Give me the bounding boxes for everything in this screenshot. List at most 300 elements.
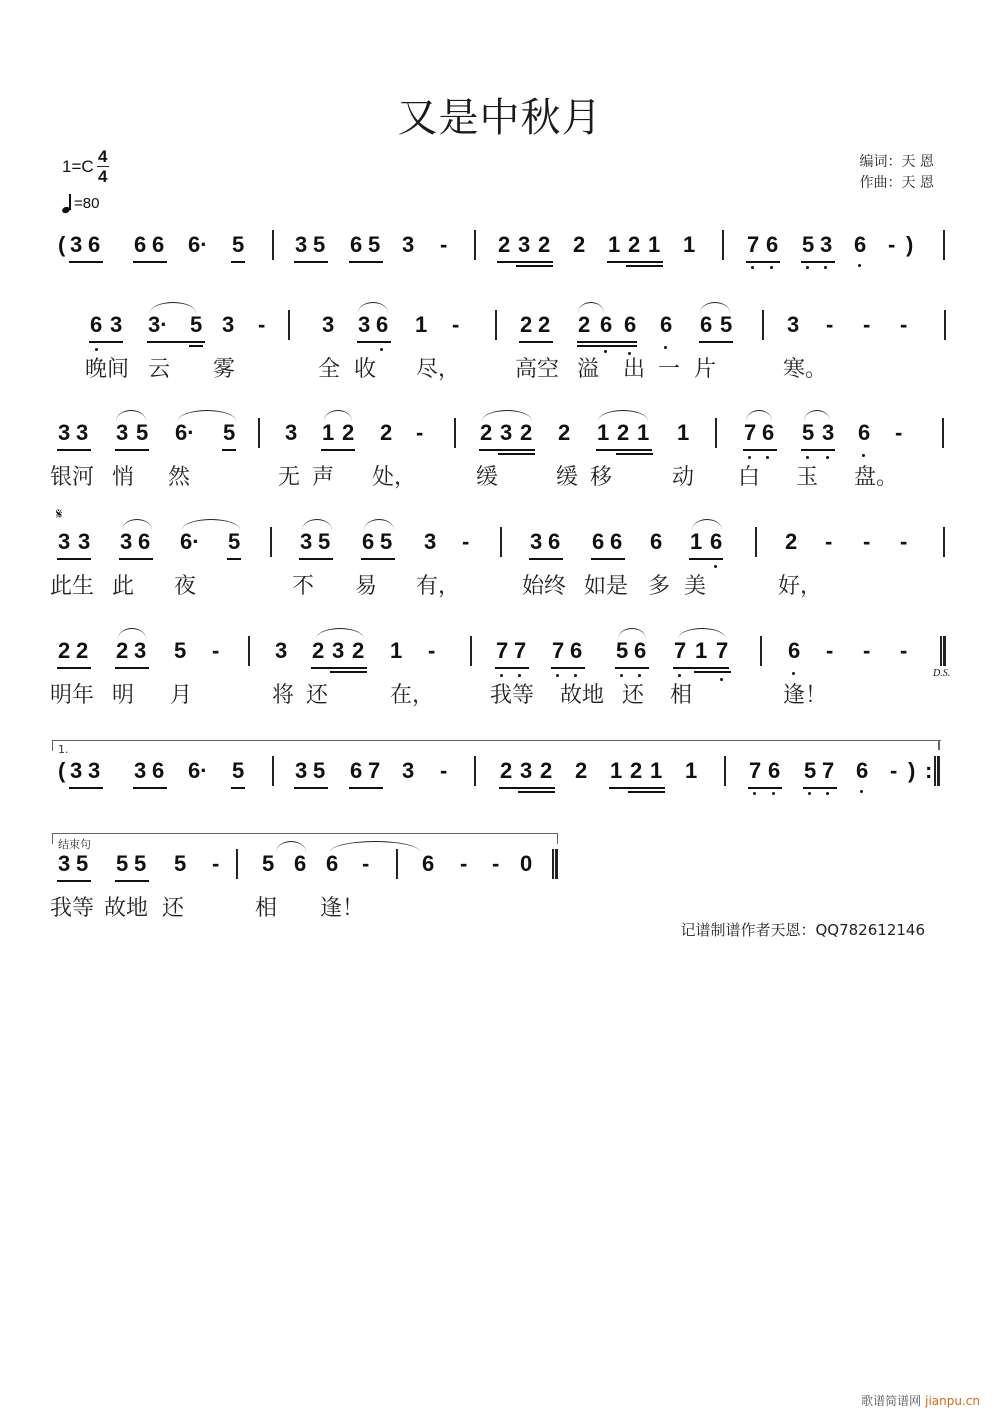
note: 7 <box>368 758 381 783</box>
beam-underline <box>609 787 665 789</box>
low-octave-dot <box>772 792 775 795</box>
volta-bracket-coda <box>52 833 558 844</box>
bar-line <box>942 418 944 448</box>
note: 5 <box>720 312 733 337</box>
lyric-syllable: 月 <box>170 683 193 708</box>
watermark: 歌谱简谱网 jianpu.cn <box>861 1394 980 1408</box>
note: - <box>900 312 908 337</box>
bar-line <box>474 230 476 260</box>
lyric-syllable: 故地 <box>560 683 605 708</box>
low-octave-dot <box>806 266 809 269</box>
beam-underline <box>115 449 149 451</box>
lyric-syllable: 我等 <box>50 896 95 921</box>
note: 3 <box>116 420 129 445</box>
bar-line <box>272 756 274 786</box>
bar-line <box>272 230 274 260</box>
note: 6 <box>610 529 623 554</box>
note: 1 <box>608 232 621 257</box>
note: - <box>440 232 448 257</box>
note: 3 <box>402 758 415 783</box>
bar-line <box>943 527 945 557</box>
beam-underline <box>321 449 355 451</box>
note: 2 <box>116 638 129 663</box>
note: 3 <box>88 758 101 783</box>
note: - <box>362 851 370 876</box>
lyric-syllable: 我等 <box>490 683 535 708</box>
lyric-syllable: 动 <box>672 465 695 490</box>
note: - <box>440 758 448 783</box>
lyric-syllable: 有， <box>416 574 461 599</box>
slur-arc <box>122 519 152 530</box>
beam-underline <box>89 341 123 343</box>
note: 2 <box>540 758 553 783</box>
note: 1 <box>695 638 708 663</box>
slur-arc <box>364 519 394 530</box>
lyric-syllable: 还 <box>306 683 329 708</box>
lyric-syllable: 尽， <box>416 357 461 382</box>
beam-underline <box>615 667 649 669</box>
note: - <box>460 851 468 876</box>
score-system-intro <box>50 230 950 270</box>
beam-underline <box>147 341 205 343</box>
low-octave-dot <box>638 674 641 677</box>
low-octave-dot <box>95 348 98 351</box>
lyric-syllable: 片 <box>694 357 717 382</box>
slur-arc <box>150 302 196 313</box>
lyric-syllable: 出 <box>623 357 646 382</box>
note: 6 <box>592 529 605 554</box>
beam-underline <box>518 791 555 793</box>
note: 1 <box>597 420 610 445</box>
note: 3 <box>134 638 147 663</box>
low-octave-dot <box>664 346 667 349</box>
note: 2 <box>480 420 493 445</box>
note: 5 <box>134 851 147 876</box>
note: 2 <box>498 232 511 257</box>
low-octave-dot <box>500 674 503 677</box>
slur-arc <box>598 410 648 421</box>
lyric-syllable: 银河 <box>50 465 95 490</box>
note: 2 <box>575 758 588 783</box>
note: 2 <box>617 420 630 445</box>
note: 2 <box>573 232 586 257</box>
low-octave-dot <box>720 678 723 681</box>
bar-line <box>715 418 717 448</box>
note: 1 <box>683 232 696 257</box>
note: 1 <box>415 312 428 337</box>
note: 0 <box>520 851 533 876</box>
beam-underline <box>607 261 663 263</box>
note: 3 <box>70 232 83 257</box>
note: 3 <box>300 529 313 554</box>
slur-arc <box>182 519 240 530</box>
note: 3 <box>285 420 298 445</box>
lyric-syllable: 此 <box>112 574 135 599</box>
dal-segno-mark: D.S. <box>933 668 951 679</box>
low-octave-dot <box>748 456 751 459</box>
note: 3 <box>78 529 91 554</box>
note: 7 <box>744 420 757 445</box>
note: - <box>212 638 220 663</box>
beam-underline <box>222 449 236 451</box>
beam-underline <box>495 667 529 669</box>
lyric-syllable: 始终 <box>522 574 567 599</box>
note: - <box>212 851 220 876</box>
lyric-syllable: 相 <box>255 896 278 921</box>
note: 2 <box>312 638 325 663</box>
bar-line <box>500 527 502 557</box>
beam-underline <box>689 558 723 560</box>
bar-line <box>722 230 724 260</box>
lyric-syllable: 玉 <box>796 465 819 490</box>
note: 6 <box>624 312 637 337</box>
low-octave-dot <box>862 454 865 457</box>
note: 3 <box>402 232 415 257</box>
bar-line <box>288 310 290 340</box>
bar-line <box>248 636 250 666</box>
note: ) <box>906 232 914 257</box>
low-octave-dot <box>574 674 577 677</box>
beam-underline <box>57 449 91 451</box>
note: 6 <box>634 638 647 663</box>
note: 5 <box>804 758 817 783</box>
note: 6 <box>766 232 779 257</box>
note: 3 <box>275 638 288 663</box>
note: ( <box>58 232 66 257</box>
slur-arc <box>578 302 604 313</box>
note: 1 <box>648 232 661 257</box>
beam-underline <box>673 667 729 669</box>
note: 3 <box>58 529 71 554</box>
note: - <box>428 638 436 663</box>
lyric-syllable: 如是 <box>584 574 629 599</box>
bar-line <box>396 849 398 879</box>
note: 6 <box>856 758 869 783</box>
note: 2 <box>380 420 393 445</box>
note: 6 <box>362 529 375 554</box>
note: 6 <box>152 232 165 257</box>
note: 6· <box>188 758 208 783</box>
low-octave-dot <box>792 672 795 675</box>
note: 5 <box>262 851 275 876</box>
transcriber-credit: 记谱制谱作者天恩：QQ782612146 <box>680 921 925 939</box>
note: 3 <box>787 312 800 337</box>
lyric-syllable: 一 <box>658 357 681 382</box>
score-system-coda <box>50 849 950 889</box>
beam-underline <box>616 453 653 455</box>
note: 5 <box>368 232 381 257</box>
tempo-value: =80 <box>74 194 100 212</box>
beam-underline <box>801 449 835 451</box>
low-octave-dot <box>753 792 756 795</box>
lyric-syllable: 美 <box>684 574 707 599</box>
lyric-syllable: 故地 <box>104 896 149 921</box>
note: 2 <box>630 758 643 783</box>
bar-line <box>755 527 757 557</box>
note: - <box>452 312 460 337</box>
lyric-syllable: 此生 <box>50 574 95 599</box>
slur-arc <box>804 410 830 421</box>
score-system-verse-2 <box>50 418 950 458</box>
credits <box>860 152 934 194</box>
final-bar-line <box>934 756 940 786</box>
note: 5 <box>174 851 187 876</box>
note: 6 <box>710 529 723 554</box>
note: 6 <box>700 312 713 337</box>
beam-underline <box>57 667 91 669</box>
note: 5 <box>313 232 326 257</box>
lyric-syllable: 还 <box>622 683 645 708</box>
note: 7 <box>514 638 527 663</box>
slur-arc <box>700 302 730 313</box>
note: 2 <box>558 420 571 445</box>
slur-arc <box>178 410 236 421</box>
note: 3 <box>70 758 83 783</box>
note: 3 <box>110 312 123 337</box>
note: 2 <box>342 420 355 445</box>
note: 6 <box>768 758 781 783</box>
beam-underline <box>231 787 245 789</box>
note: 7 <box>749 758 762 783</box>
low-octave-dot <box>380 348 383 351</box>
note: 2 <box>500 758 513 783</box>
lyric-syllable: 将 <box>272 683 295 708</box>
note: 3 <box>822 420 835 445</box>
beam-underline <box>479 449 535 451</box>
note: 3 <box>58 420 71 445</box>
low-octave-dot <box>824 266 827 269</box>
lyric-syllable: 易 <box>355 574 378 599</box>
beam-underline <box>699 341 733 343</box>
note: 7 <box>552 638 565 663</box>
lyric-syllable: 全 <box>318 357 341 382</box>
tempo-marking <box>62 193 99 213</box>
lyric-syllable: 不 <box>292 574 315 599</box>
note: 3 <box>358 312 371 337</box>
beam-underline <box>299 558 333 560</box>
score-system-chorus-1 <box>50 527 950 567</box>
note: 6 <box>152 758 165 783</box>
lyric-syllable: 声 <box>312 465 335 490</box>
note: 2 <box>578 312 591 337</box>
note: 3 <box>120 529 133 554</box>
note: - <box>863 529 871 554</box>
note: 3· <box>148 312 168 337</box>
note: 6 <box>326 851 339 876</box>
note: 1 <box>677 420 690 445</box>
lyric-syllable: 处， <box>372 465 417 490</box>
lyric-syllable: 寒。 <box>783 357 828 382</box>
note: - <box>416 420 424 445</box>
note: 3 <box>424 529 437 554</box>
note: 6 <box>650 529 663 554</box>
note: 6 <box>600 312 613 337</box>
lyric-syllable: 还 <box>162 896 185 921</box>
lyric-syllable: 然 <box>168 465 191 490</box>
note: 1 <box>322 420 335 445</box>
beam-underline <box>694 671 731 673</box>
beam-underline <box>227 558 241 560</box>
note: - <box>895 420 903 445</box>
beam-underline <box>294 261 328 263</box>
low-octave-dot <box>826 792 829 795</box>
note: 3 <box>530 529 543 554</box>
note: 5 <box>116 851 129 876</box>
low-octave-dot <box>858 264 861 267</box>
beam-underline <box>330 671 367 673</box>
slur-arc <box>692 519 722 530</box>
low-octave-dot <box>620 674 623 677</box>
low-octave-dot <box>678 674 681 677</box>
note: 3 <box>518 232 531 257</box>
note: 2 <box>538 312 551 337</box>
note: 7 <box>496 638 509 663</box>
slur-arc <box>116 410 146 421</box>
note: ) <box>908 758 916 783</box>
note: 6 <box>570 638 583 663</box>
note: 6 <box>350 758 363 783</box>
note: 7 <box>822 758 835 783</box>
bar-line <box>270 527 272 557</box>
note: 3 <box>134 758 147 783</box>
slur-arc <box>618 628 646 639</box>
lyric-syllable: 移 <box>590 465 613 490</box>
note: 3 <box>322 312 335 337</box>
note: 6 <box>138 529 151 554</box>
lyric-syllable: 无 <box>278 465 301 490</box>
note: 5 <box>380 529 393 554</box>
note: 6 <box>422 851 435 876</box>
note: 6 <box>788 638 801 663</box>
slur-arc <box>118 628 146 639</box>
bar-line <box>470 636 472 666</box>
note: 3 <box>520 758 533 783</box>
lyric-syllable: 悄 <box>112 465 135 490</box>
slur-arc <box>302 519 332 530</box>
low-octave-dot <box>826 456 829 459</box>
note: 6 <box>134 232 147 257</box>
note: 2 <box>628 232 641 257</box>
note: - <box>826 638 834 663</box>
beam-underline <box>497 261 553 263</box>
beam-underline <box>115 667 149 669</box>
volta-bracket-first-ending <box>52 740 941 751</box>
low-octave-dot <box>604 350 607 353</box>
beam-underline <box>133 787 167 789</box>
note: 6 <box>90 312 103 337</box>
note: 2 <box>785 529 798 554</box>
volta-label-1: 1. <box>58 743 69 756</box>
note: 6 <box>660 312 673 337</box>
note: 5 <box>228 529 241 554</box>
beam-underline <box>551 667 585 669</box>
note: 2 <box>76 638 89 663</box>
low-octave-dot <box>770 266 773 269</box>
bar-line <box>760 636 762 666</box>
note: 5 <box>174 638 187 663</box>
note: 5 <box>318 529 331 554</box>
score-system-verse-1 <box>50 310 950 350</box>
note: 6 <box>548 529 561 554</box>
note: 7 <box>716 638 729 663</box>
note: : <box>925 758 933 783</box>
beam-underline <box>746 261 780 263</box>
beam-underline <box>69 787 103 789</box>
lyric-syllable: 明年 <box>50 683 95 708</box>
note: 6· <box>188 232 208 257</box>
note: 7 <box>747 232 760 257</box>
lyric-syllable: 云 <box>148 357 171 382</box>
note: 1 <box>685 758 698 783</box>
note: 6 <box>858 420 871 445</box>
lyric-syllable: 缓 <box>476 465 499 490</box>
note: 5 <box>232 232 245 257</box>
note: 7 <box>674 638 687 663</box>
note: 6· <box>175 420 195 445</box>
note: - <box>826 312 834 337</box>
note: 6 <box>294 851 307 876</box>
low-octave-dot <box>556 674 559 677</box>
lyric-syllable: 雾 <box>213 357 236 382</box>
beam-underline <box>133 261 167 263</box>
note: ( <box>58 758 66 783</box>
time-signature: 4 4 <box>97 147 108 186</box>
beam-underline <box>596 449 652 451</box>
note: 1 <box>637 420 650 445</box>
beam-underline <box>311 667 367 669</box>
beam-underline <box>626 265 663 267</box>
low-octave-dot <box>860 790 863 793</box>
note: 6 <box>854 232 867 257</box>
lyric-syllable: 高空 <box>515 357 560 382</box>
note: 1 <box>390 638 403 663</box>
lyric-syllable: 在， <box>390 683 435 708</box>
key-label: 1=C <box>62 156 94 176</box>
beam-underline <box>628 791 665 793</box>
note: 5 <box>190 312 203 337</box>
note: 3 <box>295 232 308 257</box>
quarter-note-icon <box>62 193 72 213</box>
lyric-syllable: 夜 <box>174 574 197 599</box>
lyric-syllable: 多 <box>648 574 671 599</box>
beam-underline <box>801 261 835 263</box>
segno-sign: 𝄋 <box>56 505 63 523</box>
bar-line <box>943 230 945 260</box>
beam-underline <box>591 558 625 560</box>
slur-arc <box>316 628 364 639</box>
score-system-chorus-2 <box>50 636 950 676</box>
low-octave-dot <box>808 792 811 795</box>
beam-underline <box>57 880 91 882</box>
note: 5 <box>313 758 326 783</box>
lyric-syllable: 晚间 <box>85 357 130 382</box>
low-octave-dot <box>766 456 769 459</box>
note: 2 <box>58 638 71 663</box>
score-system-first-ending <box>50 756 950 796</box>
note: - <box>890 758 898 783</box>
note: 6 <box>350 232 363 257</box>
beam-underline <box>519 341 553 343</box>
final-bar-line <box>552 849 558 879</box>
note: - <box>888 232 896 257</box>
key-signature <box>62 148 109 185</box>
note: 2 <box>520 312 533 337</box>
final-bar-line <box>940 636 946 666</box>
beam-underline <box>357 341 391 343</box>
note: 6 <box>376 312 389 337</box>
beam-underline <box>119 558 153 560</box>
note: 6 <box>762 420 775 445</box>
